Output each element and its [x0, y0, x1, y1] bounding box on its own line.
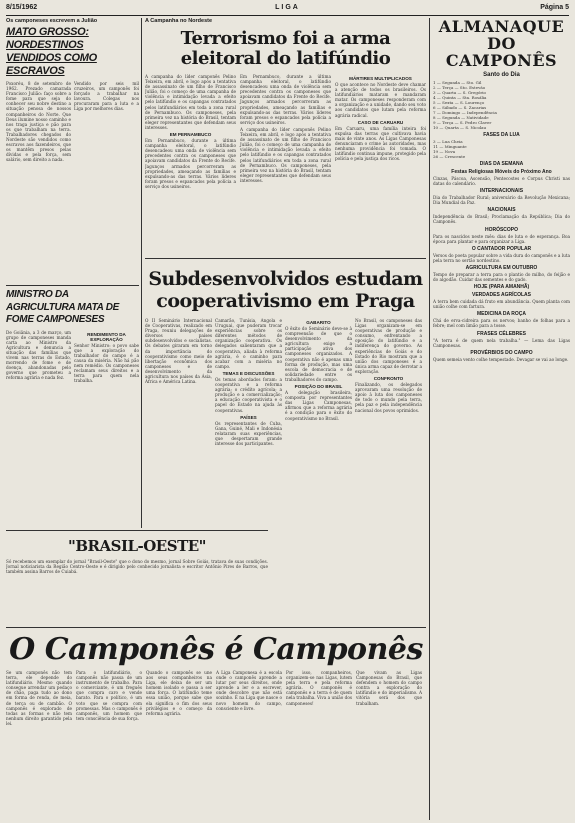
article-body-4: A campanha do líder camponês Pelino Teixeira, em abril, e logo após a tentativa de assassinato de um filho de Francisco Julião, foi o começo de uma campanha de violência e intimidação levada a efeito pelo latifúndio e os capangas contratados pelos latifundiários em toda a zona rural de Pernambuco. Os camponeses, pela primeira vez na história do Brasil, tentam eleger representantes que defendam seus interesses. — [240, 126, 331, 183]
article-body-7: No Brasil, os camponeses das Ligas organizam-se em cooperativas de produção e consumo, enfrentando a oposição do latifúndio e a indiferença do governo. As experiências de Goiás e do Estado do Rio mostram que a união dos camponeses é a única arma capaz de derrotar a exploração. — [355, 318, 422, 374]
article-body-3: Os temas abordados foram: a cooperativa e a reforma agrária; o crédito agrícola; a produção e a comercialização; a educação cooperativista e o papel do Estado na ajuda às cooperativas. — [215, 376, 282, 413]
fases-list — [433, 139, 570, 159]
santos-list — [433, 80, 570, 130]
ministro-article — [6, 289, 139, 515]
almanaque-subtitle: DO CAMPONÊS — [445, 34, 558, 70]
list-item: 5 — Sexta — S. Lourenço — [433, 100, 485, 105]
article-headline: MINISTRO DA AGRICULTURA MATA DE FOME CAMPONESES — [6, 289, 119, 325]
mato-grosso-article — [6, 18, 139, 283]
section-title: HOJE (PARA AMANHÃ) — [473, 284, 530, 291]
article-body: A campanha do líder camponês Pelino Teixeira, em abril, e logo após a tentativa de assassinato de um filho de Francisco Julião, foi o começo de uma campanha de violência e intimidação levada a efeito pelo latifúndio e os capangas contratados pelos latifundiários em toda a zona rural de Pernambuco. Os camponeses, pela primeira vez na história do Brasil, tentam eleger representantes que defendam seus interesses. — [145, 74, 236, 130]
section-title: FASES DA LUA — [483, 132, 520, 138]
section-title: PROVÉRBIOS DO CAMPO — [470, 349, 533, 356]
section-body: Para os nascidos neste mês: dias de luta e de esperança. Boa época para plantar e para organizar a Liga. — [433, 233, 570, 244]
issue-date: 8/15/1962 — [6, 4, 38, 11]
section-title: INTERNACIONAIS — [479, 188, 524, 195]
article-body: De Goiânia, a 3 de março, um grupo de camponeses manda carta ao Ministro da Agricultura e denuncia a situação das famílias que vivem nas terras do Estado, morrendo de fome e de doença, abandonadas pelo governo que prometeu a reforma agrária e nada fez. — [6, 329, 71, 381]
list-item: 4 — Quinta — Sta. Rosália — [433, 95, 487, 100]
article-body-3: Em Pernambuco, durante a última campanha eleitoral, o latifúndio desencadeou uma onda de violência sem precedentes contra os camponeses que apoiavam candidatos da Frente do Recife. Jagunços armados percorreram as propriedades, ameaçando as famílias e expulsando-as das terras. Vários líderes foram presos e espancados pela polícia a serviço dos usineiros. — [240, 74, 331, 125]
article-body-2: Camarão, Tunísia, Angola e Uruguai, que puderam trocar experiências sobre os diferentes métodos de organização cooperativa. Os delegados salientaram que a cooperativa, aliada à reforma agrária, é o caminho para acabar com a miséria no campo. — [215, 318, 282, 369]
sidebar-title: RENDIMENTO DA EXPLORAÇÃO — [87, 331, 126, 342]
sidebar-box — [74, 330, 139, 384]
section-body: Independência do Brasil; Proclamação da República; Dia do Camponês. — [433, 214, 570, 225]
article-body: Se um camponês não tem terra, ele depende do latifundiário. Mesmo quando consegue arrendar um pedaço de chão, paga tudo ao dono em forma de renda, de meia, de terça ou de cambão. O camponês é explorado de todas as formas e não tem nenhum direito garantido pela lei. — [6, 670, 72, 726]
list-item: 6 — Sábado — S. Zacarias — [433, 105, 487, 110]
divider — [145, 258, 426, 259]
section-title: Santo do Dia — [483, 72, 520, 78]
section-title: MEDICINA DA ROÇA — [476, 311, 527, 318]
subheading: POSIÇÃO DO BRASIL — [294, 384, 343, 390]
subheading: PAÍSES — [240, 414, 257, 420]
column-rule — [141, 18, 142, 528]
article-headline: Terrorismo foi a arma eleitoral do latifúndio — [180, 28, 391, 69]
list-item: 19 — Nova — [433, 149, 456, 154]
header-rule — [6, 15, 569, 16]
article-body-2: Vendido por seis mil cruzeiros, um camponês foi forçado a trabalhar na lavoura. Colegas nos procuraram para a luta e a Liga por melhores dias. — [74, 81, 139, 112]
article-body-5: O êxito do Seminário deve-se à compreensão de que o desenvolvimento da agricultura exige a participação ativa dos camponeses organizados. A cooperativa não é apenas uma forma de produção, mas uma escola de democracia e de solidariedade entre os trabalhadores do campo. — [285, 326, 352, 382]
article-body: O II Seminário Internacional de Cooperativas, realizado em Praga, reuniu delegações de diversos países subdesenvolvidos e socialistas. Os debates giraram em torno da importância do cooperativismo como meio de libertação econômica dos camponeses e de desenvolvimento da agricultura nos países da Ásia, África e América Latina. — [145, 318, 212, 385]
article-body-4: Os representantes de Cuba, Gana, Guiné, Mali e Indonésia relataram suas experiências, que despertaram grande interesse dos participantes. — [215, 420, 282, 446]
article-body: Só recebemos um exemplar do jornal "Brasil-Oeste" que o dono do mesmo, jornal Sobre Goiás, tratava de suas condições. Jornal noticiarista da Região Centro-Oeste e é dirigido pelo conhecido jornalista e escritor Antônio Pires de Barros, que também assina Barros de Cuiabá. — [6, 559, 268, 575]
section-body: Dia do Trabalhador Rural; aniversário da Revolução Mexicana; Dia Mundial da Paz. — [433, 195, 570, 206]
almanaque-column — [433, 18, 570, 820]
list-item: 8 — Segunda — Natividade — [433, 115, 489, 120]
section-title: HORÓSCOPO — [484, 226, 519, 233]
column-rule — [429, 18, 430, 820]
article-body-4: A Liga Camponesa é a escola onde o camponês aprende a lutar por seus direitos, onde aprende a ler e a escrever, onde descobre que não está sozinho. É na Liga que nasce o novo homem do campo, consciente e livre. — [216, 670, 282, 711]
article-headline: O Camponês é Camponês — [9, 632, 423, 667]
article-headline: MATO GROSSO: NORDESTINOS VENDIDOS COMO ESCRAVOS — [6, 26, 97, 77]
section-title: AGRICULTURA EM OUTUBRO — [465, 264, 538, 271]
list-item: 3 — Quarta — S. Gregório — [433, 90, 486, 95]
article-body-8: Finalizando, os delegados aprovaram uma resolução de apoio à luta dos camponeses de todo o mundo pela terra, pela paz e pela independência nacional dos povos oprimidos. — [355, 382, 422, 413]
campones-article — [6, 630, 426, 820]
divider — [6, 627, 426, 628]
section-title: NACIONAIS — [487, 207, 516, 214]
article-body-2: Em Pernambuco, durante a última campanha eleitoral, o latifúndio desencadeou uma onda de violência sem precedentes contra os camponeses que apoiavam candidatos da Frente do Recife. Jagunços armados percorreram as propriedades, ameaçando as famílias e expulsando-as das terras. Vários líderes foram presos e espancados pela polícia a serviço dos usineiros. — [145, 138, 236, 189]
page-number: Página 5 — [540, 4, 569, 11]
section-body: A terra bem cuidada dá fruto em abundância. Quem planta com união colhe com fartura. — [433, 299, 570, 310]
list-item: 9 — Terça — S. Pedro Claver — [433, 120, 492, 125]
section-title: O CANTADOR POPULAR — [471, 245, 532, 252]
list-item: 1 — Segunda — Sto. Gil — [433, 80, 482, 85]
list-item: 3 — Lua Cheia — [433, 139, 463, 144]
list-item: 2 — Terça — Sto. Estevão — [433, 85, 486, 90]
section-body: "A terra é de quem nela trabalha." — Lema das Ligas Camponesas. — [433, 337, 570, 348]
brasil-oeste-article — [6, 533, 268, 625]
section-body: Quem semeia vento colhe tempestade. Devagar se vai ao longe. — [433, 356, 569, 362]
subheading: GABARITO — [306, 320, 331, 325]
section-body: Cinzas, Páscoa, Ascensão, Pentecostes e Corpus Christi nas datas do calendário. — [433, 176, 570, 187]
article-body-3: Quando o camponês se une aos seus companheiros na Liga, ele deixa de ser um homem isolado e passa a ser uma força. O latifúndio teme essa união, porque sabe que ela significa o fim dos seus privilégios e o começo da reforma agrária. — [146, 670, 212, 716]
article-body-2: Para o latifundiário, o camponês não passa de um instrumento de trabalho. Para o comerciante, é um freguês que compra caro e vende barato. Para o político, é um voto que se compra com promessas. Mas o camponês é camponês, um homem que tem consciência de sua força. — [76, 670, 142, 721]
list-item: 11 — Minguante — [433, 144, 467, 149]
section-body: Tempo de preparar a terra para o plantio do milho, do feijão e do algodão. Cuidar das sementes e do gado. — [433, 271, 570, 283]
subheading: TEMAS E DISCUSSÕES — [222, 370, 275, 376]
list-item: 10 — Quarta — S. Nicolau — [433, 125, 487, 130]
list-item: 7 — Domingo — Independência — [433, 110, 497, 115]
section-body: Versos do poeta popular sobre a vida dura do camponês e a luta pela terra no sertão nordestino. — [433, 252, 570, 263]
article-kicker: Os camponeses escrevem a Julião — [6, 18, 98, 24]
almanaque-title: ALMANAQUE — [438, 18, 565, 36]
sidebar-body: Senhor Ministro: o povo sabe que a exploração do trabalhador do campo é a causa da miséria. Não há pão nem remédio. Os camponeses reclamam seus direitos e a terra para quem nela trabalha. — [74, 342, 139, 384]
list-item: 26 — Crescente — [433, 154, 466, 159]
subheading: CASO DE CARUARU — [357, 119, 404, 125]
masthead: LIGA — [275, 4, 300, 11]
subheading: EM PERNAMBUCO — [169, 132, 212, 138]
article-body-5: Por isso, companheiros, organizem-se nas Ligas, lutem pela terra e pela reforma agrária. O camponês é camponês e a terra é de quem nela trabalha. Viva a união dos camponeses! — [286, 670, 352, 706]
article-body-6: Que vivam as Ligas Camponesas do Brasil, que defendem o homem do campo contra a exploração do latifúndio e do imperialismo. A vitória será dos que trabalham. — [356, 670, 422, 706]
article-body-6: Em Caruaru, uma família inteira foi expulsa das terras que cultivava havia mais de vinte anos. As Ligas Camponesas denunciaram o crime às autoridades, mas nenhuma providência foi tomada. O latifúndio continua impune, protegido pela polícia e pela justiça dos ricos. — [335, 125, 426, 162]
terrorismo-article — [145, 18, 426, 256]
article-headline: "BRASIL-OESTE" — [68, 537, 206, 555]
section-title: FRASES CÉLEBRES — [477, 330, 526, 337]
article-headline: Subdesenvolvidos estudam cooperativismo em Praga — [148, 268, 423, 312]
section-body: Chá de erva-cidreira para os nervos; banho de folhas para a febre; mel com limão para a tosse. — [433, 318, 570, 329]
section-title: VERDADES AGRÍCOLAS — [472, 292, 531, 299]
article-body-5: O que acontece no Nordeste deve chamar a atenção de todos os brasileiros. Os latifundiários mataram e mandaram matar. Os camponeses responderam com a organização e a unidade, dando seu voto aos candidatos que lutam pela reforma agrária radical. — [335, 82, 426, 118]
page-header — [6, 4, 569, 14]
article-body: Poxoréu, 8 de setembro de 1962. Prezado camarada Francisco Julião: faço sobre a fome para que seja do conhecer seu nobre destino a situação penosa de nossos companheiros do Norte. Que Deus ilumine nosso caminho e nos traga justiça e pão para os que trabalham na terra. Trabalhadores chegados do Nordeste são vendidos como escravos aos fazendeiros, que os mantêm presos pelas dívidas e pela força, sem salário, sem direito a nada. — [6, 81, 71, 163]
divider — [6, 285, 139, 286]
praga-article — [145, 262, 426, 528]
section-title: DIAS DA SEMANA — [479, 161, 524, 167]
article-body-6: A delegação brasileira, composta por representantes das Ligas Camponesas, afirmou que a reforma agrária é a condição para o êxito do cooperativismo no Brasil. — [285, 390, 352, 421]
subheading: MÁRTIRES MULTIPLICADOS — [349, 76, 412, 81]
article-kicker: A Campanha no Nordeste — [145, 18, 213, 24]
section-title: Festas Religiosas Móveis do Próximo Ano — [451, 169, 552, 175]
divider — [6, 530, 268, 531]
subheading: CONFRONTO — [373, 376, 404, 382]
